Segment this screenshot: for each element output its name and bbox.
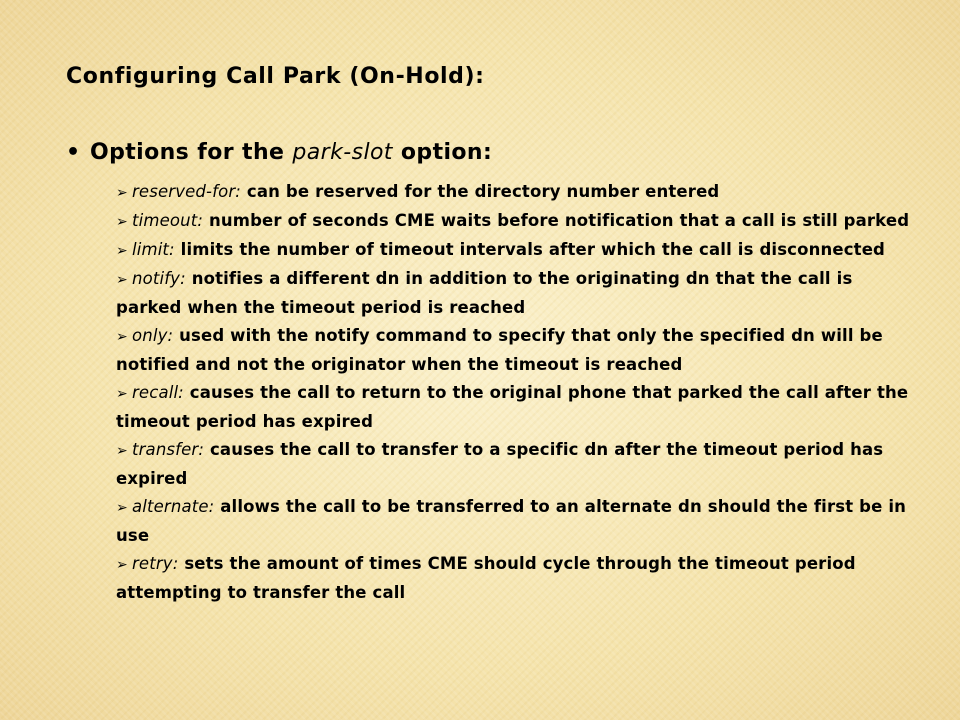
option-term: notify: xyxy=(132,269,186,288)
option-item xyxy=(116,178,916,207)
arrow-bullet-icon: ➢ xyxy=(116,443,128,459)
option-item xyxy=(116,207,916,236)
option-text: limits the number of timeout intervals after which the call is disconnected xyxy=(174,240,885,259)
options-section xyxy=(66,140,916,607)
arrow-bullet-icon: ➢ xyxy=(116,214,128,230)
option-text: number of seconds CME waits before notification that a call is still parked xyxy=(203,211,910,230)
option-term: only: xyxy=(132,326,174,345)
option-text: can be reserved for the directory number entered xyxy=(241,182,720,201)
option-term: transfer: xyxy=(132,440,205,459)
heading-suffix: option: xyxy=(392,140,493,165)
option-text: sets the amount of times CME should cycle through the timeout period attempting to transfer the call xyxy=(116,554,856,602)
option-term: alternate: xyxy=(132,497,215,516)
slide-title: Configuring Call Park (On-Hold): xyxy=(66,64,485,89)
bullet-heading xyxy=(66,140,916,174)
option-item xyxy=(116,236,916,265)
heading-prefix: Options for the xyxy=(90,140,293,165)
option-term: recall: xyxy=(132,383,184,402)
option-text: allows the call to be transferred to an alternate dn should the first be in use xyxy=(116,497,907,545)
option-item xyxy=(116,322,916,379)
arrow-bullet-icon: ➢ xyxy=(116,243,128,259)
arrow-bullet-icon: ➢ xyxy=(116,557,128,573)
arrow-bullet-icon: ➢ xyxy=(116,329,128,345)
options-list xyxy=(116,178,916,607)
option-term: retry: xyxy=(132,554,179,573)
option-item xyxy=(116,493,916,550)
heading-emphasis: park-slot xyxy=(292,140,393,165)
option-text: used with the notify command to specify that only the specified dn will be notified and not the originator when the timeout is reached xyxy=(116,326,883,374)
option-item xyxy=(116,265,916,322)
option-item xyxy=(116,436,916,493)
option-text: causes the call to transfer to a specific dn after the timeout period has expired xyxy=(116,440,884,488)
arrow-bullet-icon: ➢ xyxy=(116,272,128,288)
option-text: causes the call to return to the original phone that parked the call after the timeout period has expired xyxy=(116,383,909,431)
option-term: timeout: xyxy=(132,211,204,230)
option-item xyxy=(116,550,916,607)
arrow-bullet-icon: ➢ xyxy=(116,185,128,201)
option-term: limit: xyxy=(132,240,175,259)
bullet-dot-icon: • xyxy=(66,140,81,165)
arrow-bullet-icon: ➢ xyxy=(116,386,128,402)
option-text: notifies a different dn in addition to the originating dn that the call is parked when the timeout period is reached xyxy=(116,269,853,317)
option-item xyxy=(116,379,916,436)
option-term: reserved-for: xyxy=(132,182,242,201)
arrow-bullet-icon: ➢ xyxy=(116,500,128,516)
